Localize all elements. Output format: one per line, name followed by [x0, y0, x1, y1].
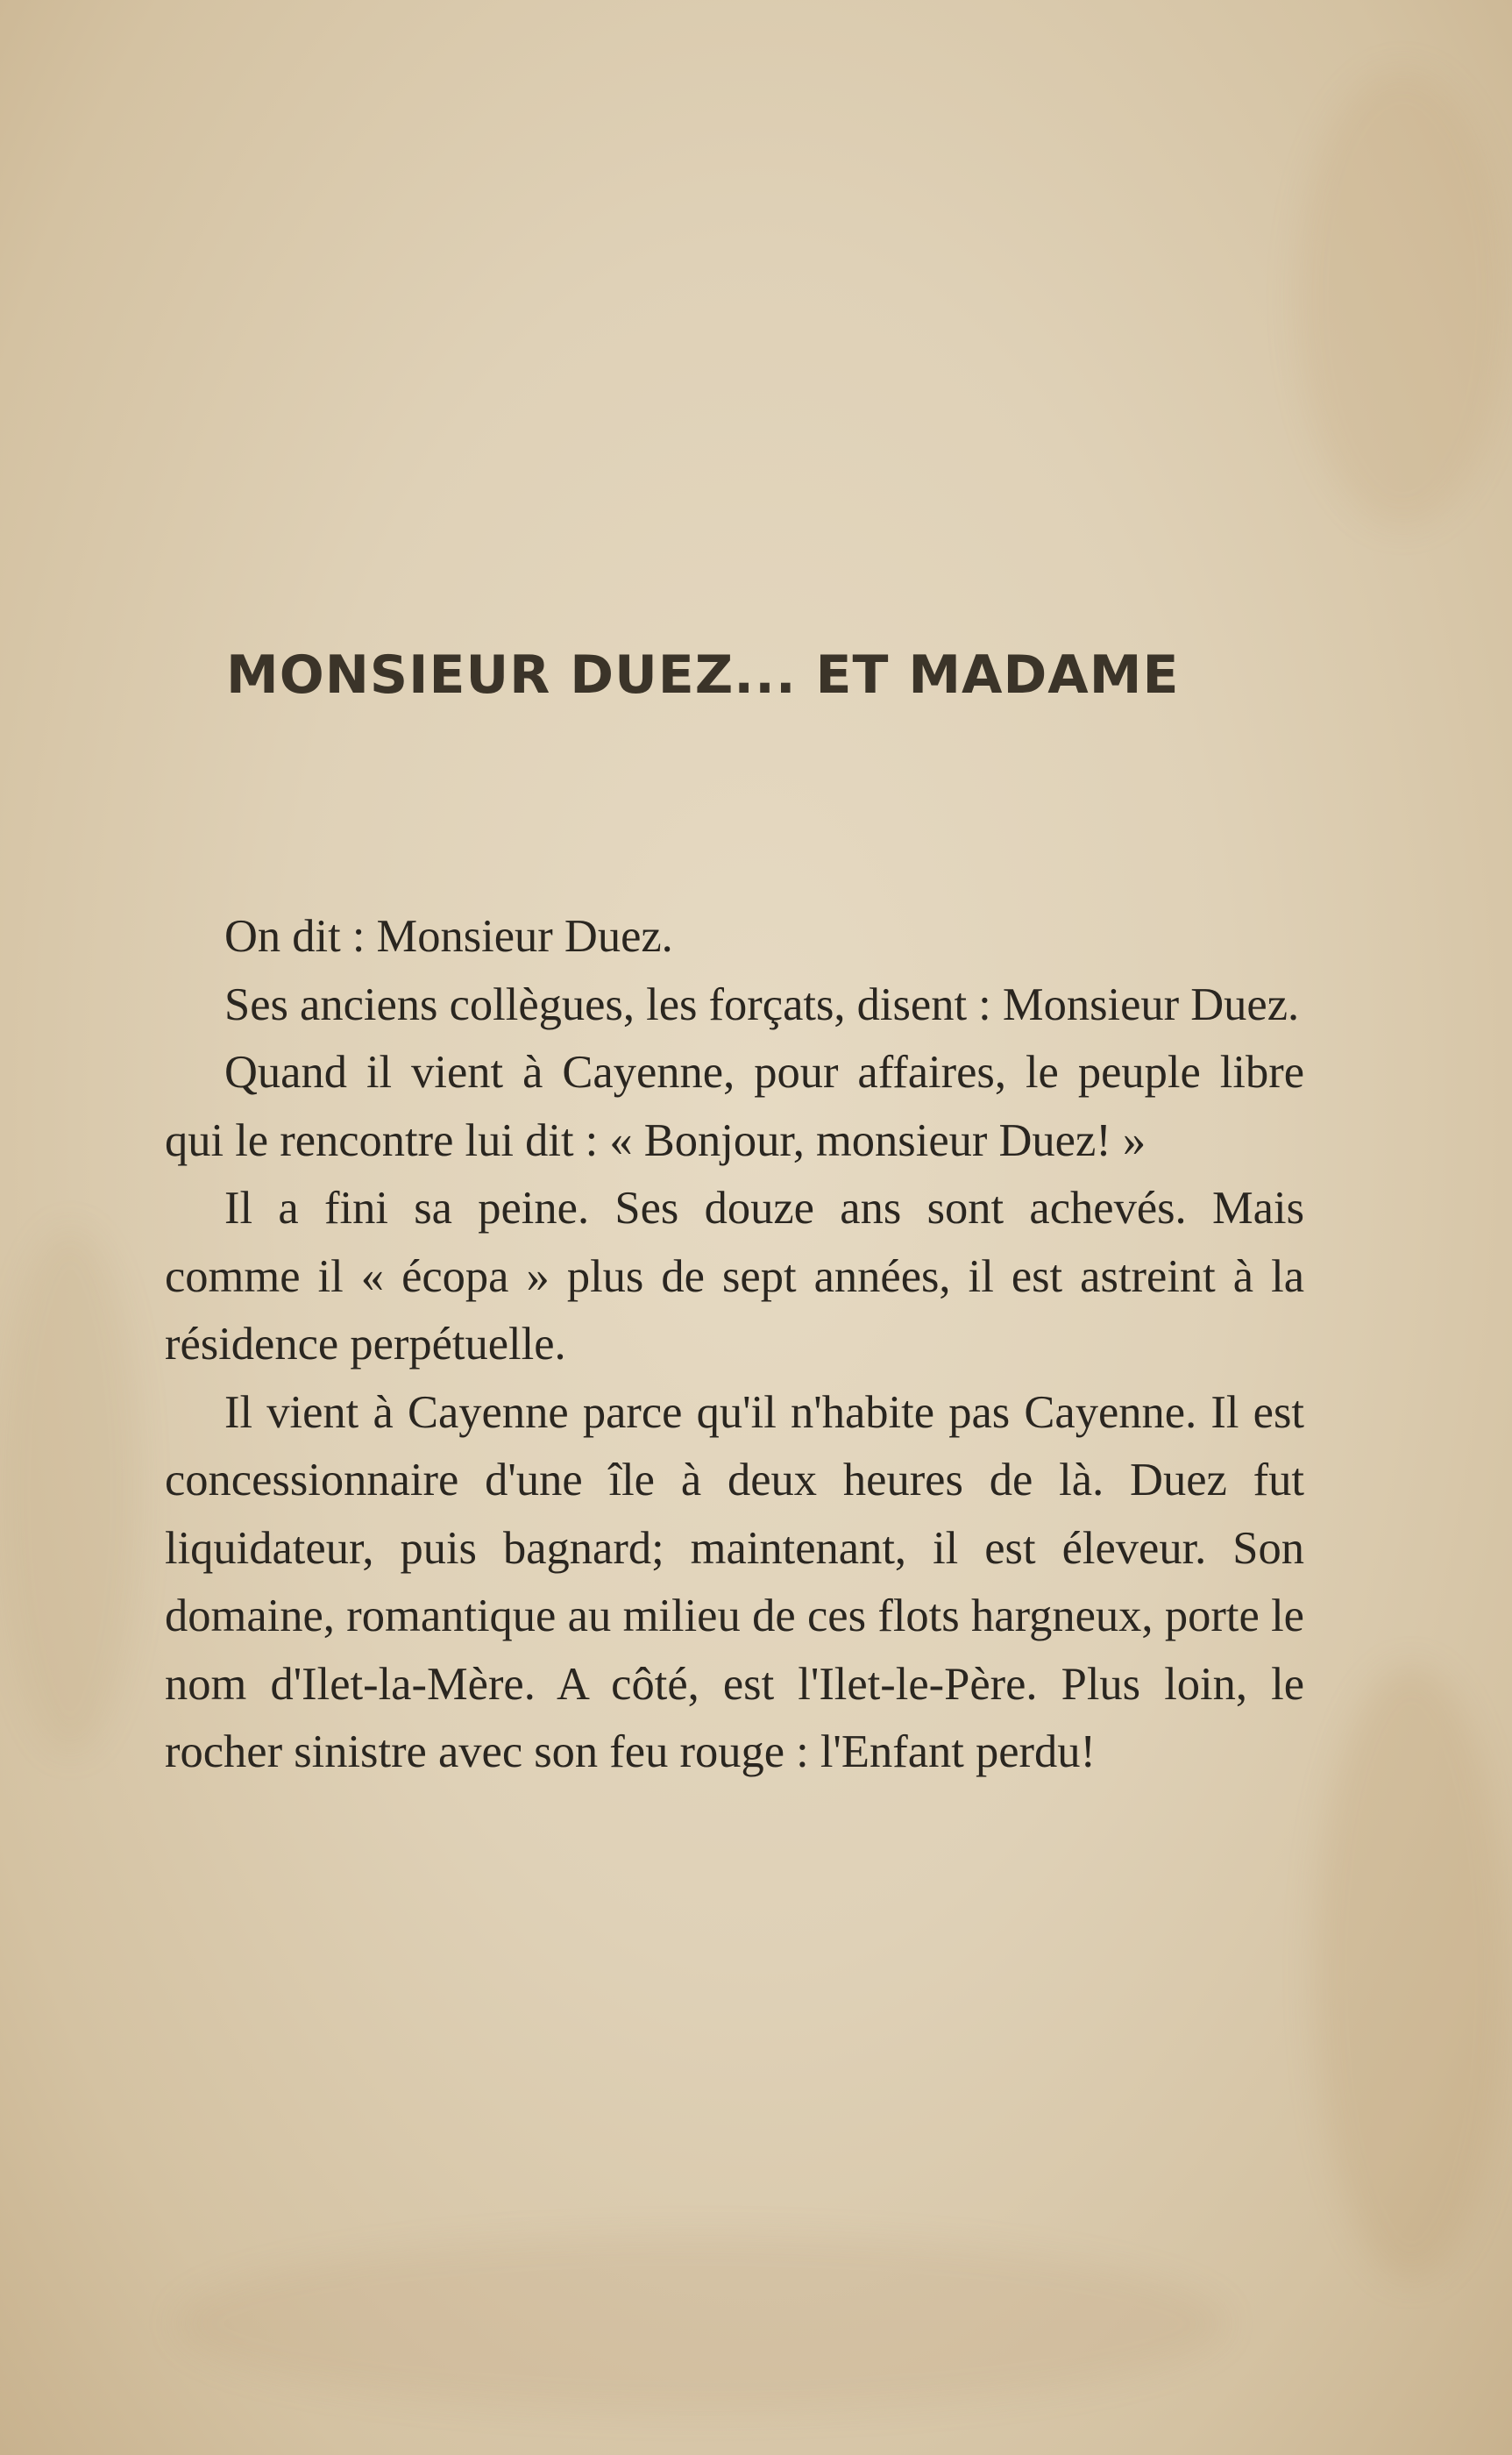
paper-stain — [175, 2236, 1227, 2411]
paragraph: Quand il vient à Cayenne, pour affaires, le peuple libre qui le rencontre lui dit : « Bonjour, monsieur Duez! » — [165, 1047, 1304, 1166]
paper-stain — [1297, 70, 1508, 526]
paragraph: Il a fini sa peine. Ses douze ans sont achevés. Mais comme il « écopa » plus de sept années, il est astreint à la résidence perpétuelle. — [165, 1183, 1304, 1370]
paragraph: Il vient à Cayenne parce qu'il n'habite pas Cayenne. Il est concessionnaire d'une île à deux heures de là. Duez fut liquidateur, puis bagnard; maintenant, il est éleveur. Son domaine, romantique au milieu de ces flots hargneux, porte le nom d'Ilet-la-Mère. A côté, est l'Ilet-le-Père. Plus loin, le rocher sinistre avec son feu rouge : l'Enfant perdu! — [165, 1386, 1304, 1777]
body-text — [165, 903, 1304, 1787]
paper-stain — [0, 1228, 140, 1754]
chapter-title: MONSIEUR DUEZ... ET MADAME — [226, 644, 1180, 706]
paragraph: Ses anciens collègues, les forçats, disent : Monsieur Duez. — [224, 978, 1300, 1030]
paper-stain — [1315, 1666, 1508, 2280]
paragraph: On dit : Monsieur Duez. — [224, 911, 673, 962]
